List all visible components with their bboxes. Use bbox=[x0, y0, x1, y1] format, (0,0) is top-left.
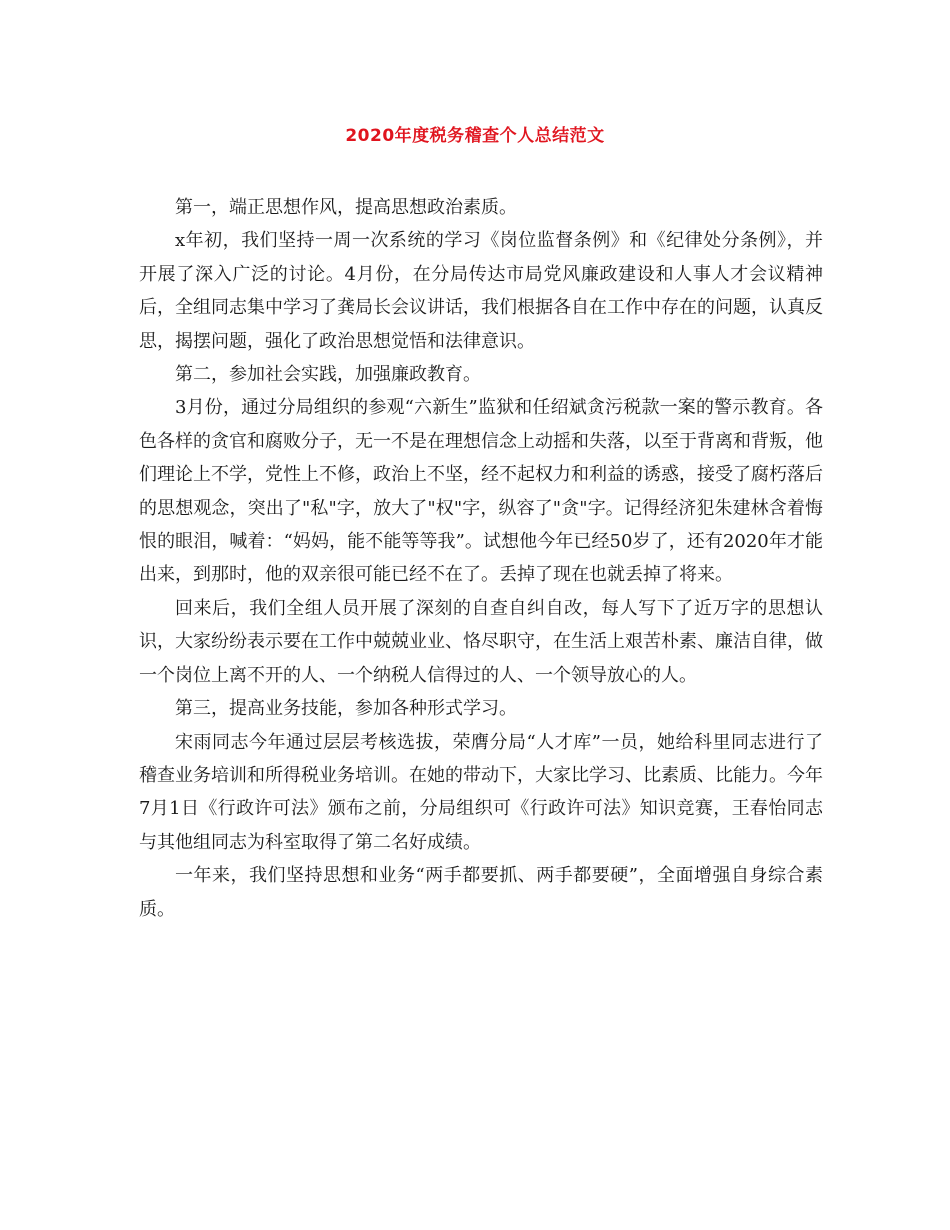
document-body bbox=[139, 191, 823, 926]
paragraph-4: 3月份，通过分局组织的参观“六新生”监狱和任绍斌贪污税款一案的警示教育。各色各样的贪官和腐败分子，无一不是在理想信念上动摇和失落，以至于背离和背叛，他们理论上不学，党性上不修，政治上不坚，经不起权力和利益的诱惑，接受了腐朽落后的思想观念，突出了"私"字，放大了"权"字，纵容了"贪"字。记得经济犯朱建林含着悔恨的眼泪，喊着：“妈妈，能不能等等我”。试想他今年已经50岁了，还有2020年才能出来，到那时，他的双亲很可能已经不在了。丢掉了现在也就丢掉了将来。 bbox=[139, 397, 823, 586]
paragraph-6: 第三，提高业务技能，参加各种形式学习。 bbox=[175, 698, 517, 720]
paragraph-8: 一年来，我们坚持思想和业务“两手都要抓、两手都要硬”，全面增强自身综合素质。 bbox=[139, 865, 823, 920]
paragraph-5: 回来后，我们全组人员开展了深刻的自查自纠自改，每人写下了近万字的思想认识，大家纷纷表示要在工作中兢兢业业、恪尽职守，在生活上艰苦朴素、廉洁自律，做一个岗位上离不开的人、一个纳税人信得过的人、一个领导放心的人。 bbox=[139, 597, 823, 686]
paragraph-1: 第一，端正思想作风，提高思想政治素质。 bbox=[175, 197, 517, 218]
paragraph-7: 宋雨同志今年通过层层考核选拔，荣膺分局“人才库”一员，她给科里同志进行了稽查业务培训和所得税业务培训。在她的带动下，大家比学习、比素质、比能力。今年7月1日《行政许可法》颁布之前，分局组织可《行政许可法》知识竞赛，王春怡同志与其他组同志为科室取得了第二名好成绩。 bbox=[139, 731, 823, 853]
document-title: 2020年度税务稽查个人总结范文 bbox=[345, 126, 605, 146]
paragraph-3: 第二，参加社会实践，加强廉政教育。 bbox=[175, 364, 481, 386]
paragraph-2: x年初，我们坚持一周一次系统的学习《岗位监督条例》和《纪律处分条例》，并开展了深入广泛的讨论。4月份，在分局传达市局党风廉政建设和人事人才会议精神后，全组同志集中学习了龚局长会议讲话，我们根据各自在工作中存在的问题，认真反思，揭摆问题，强化了政治思想觉悟和法律意识。 bbox=[139, 230, 823, 352]
